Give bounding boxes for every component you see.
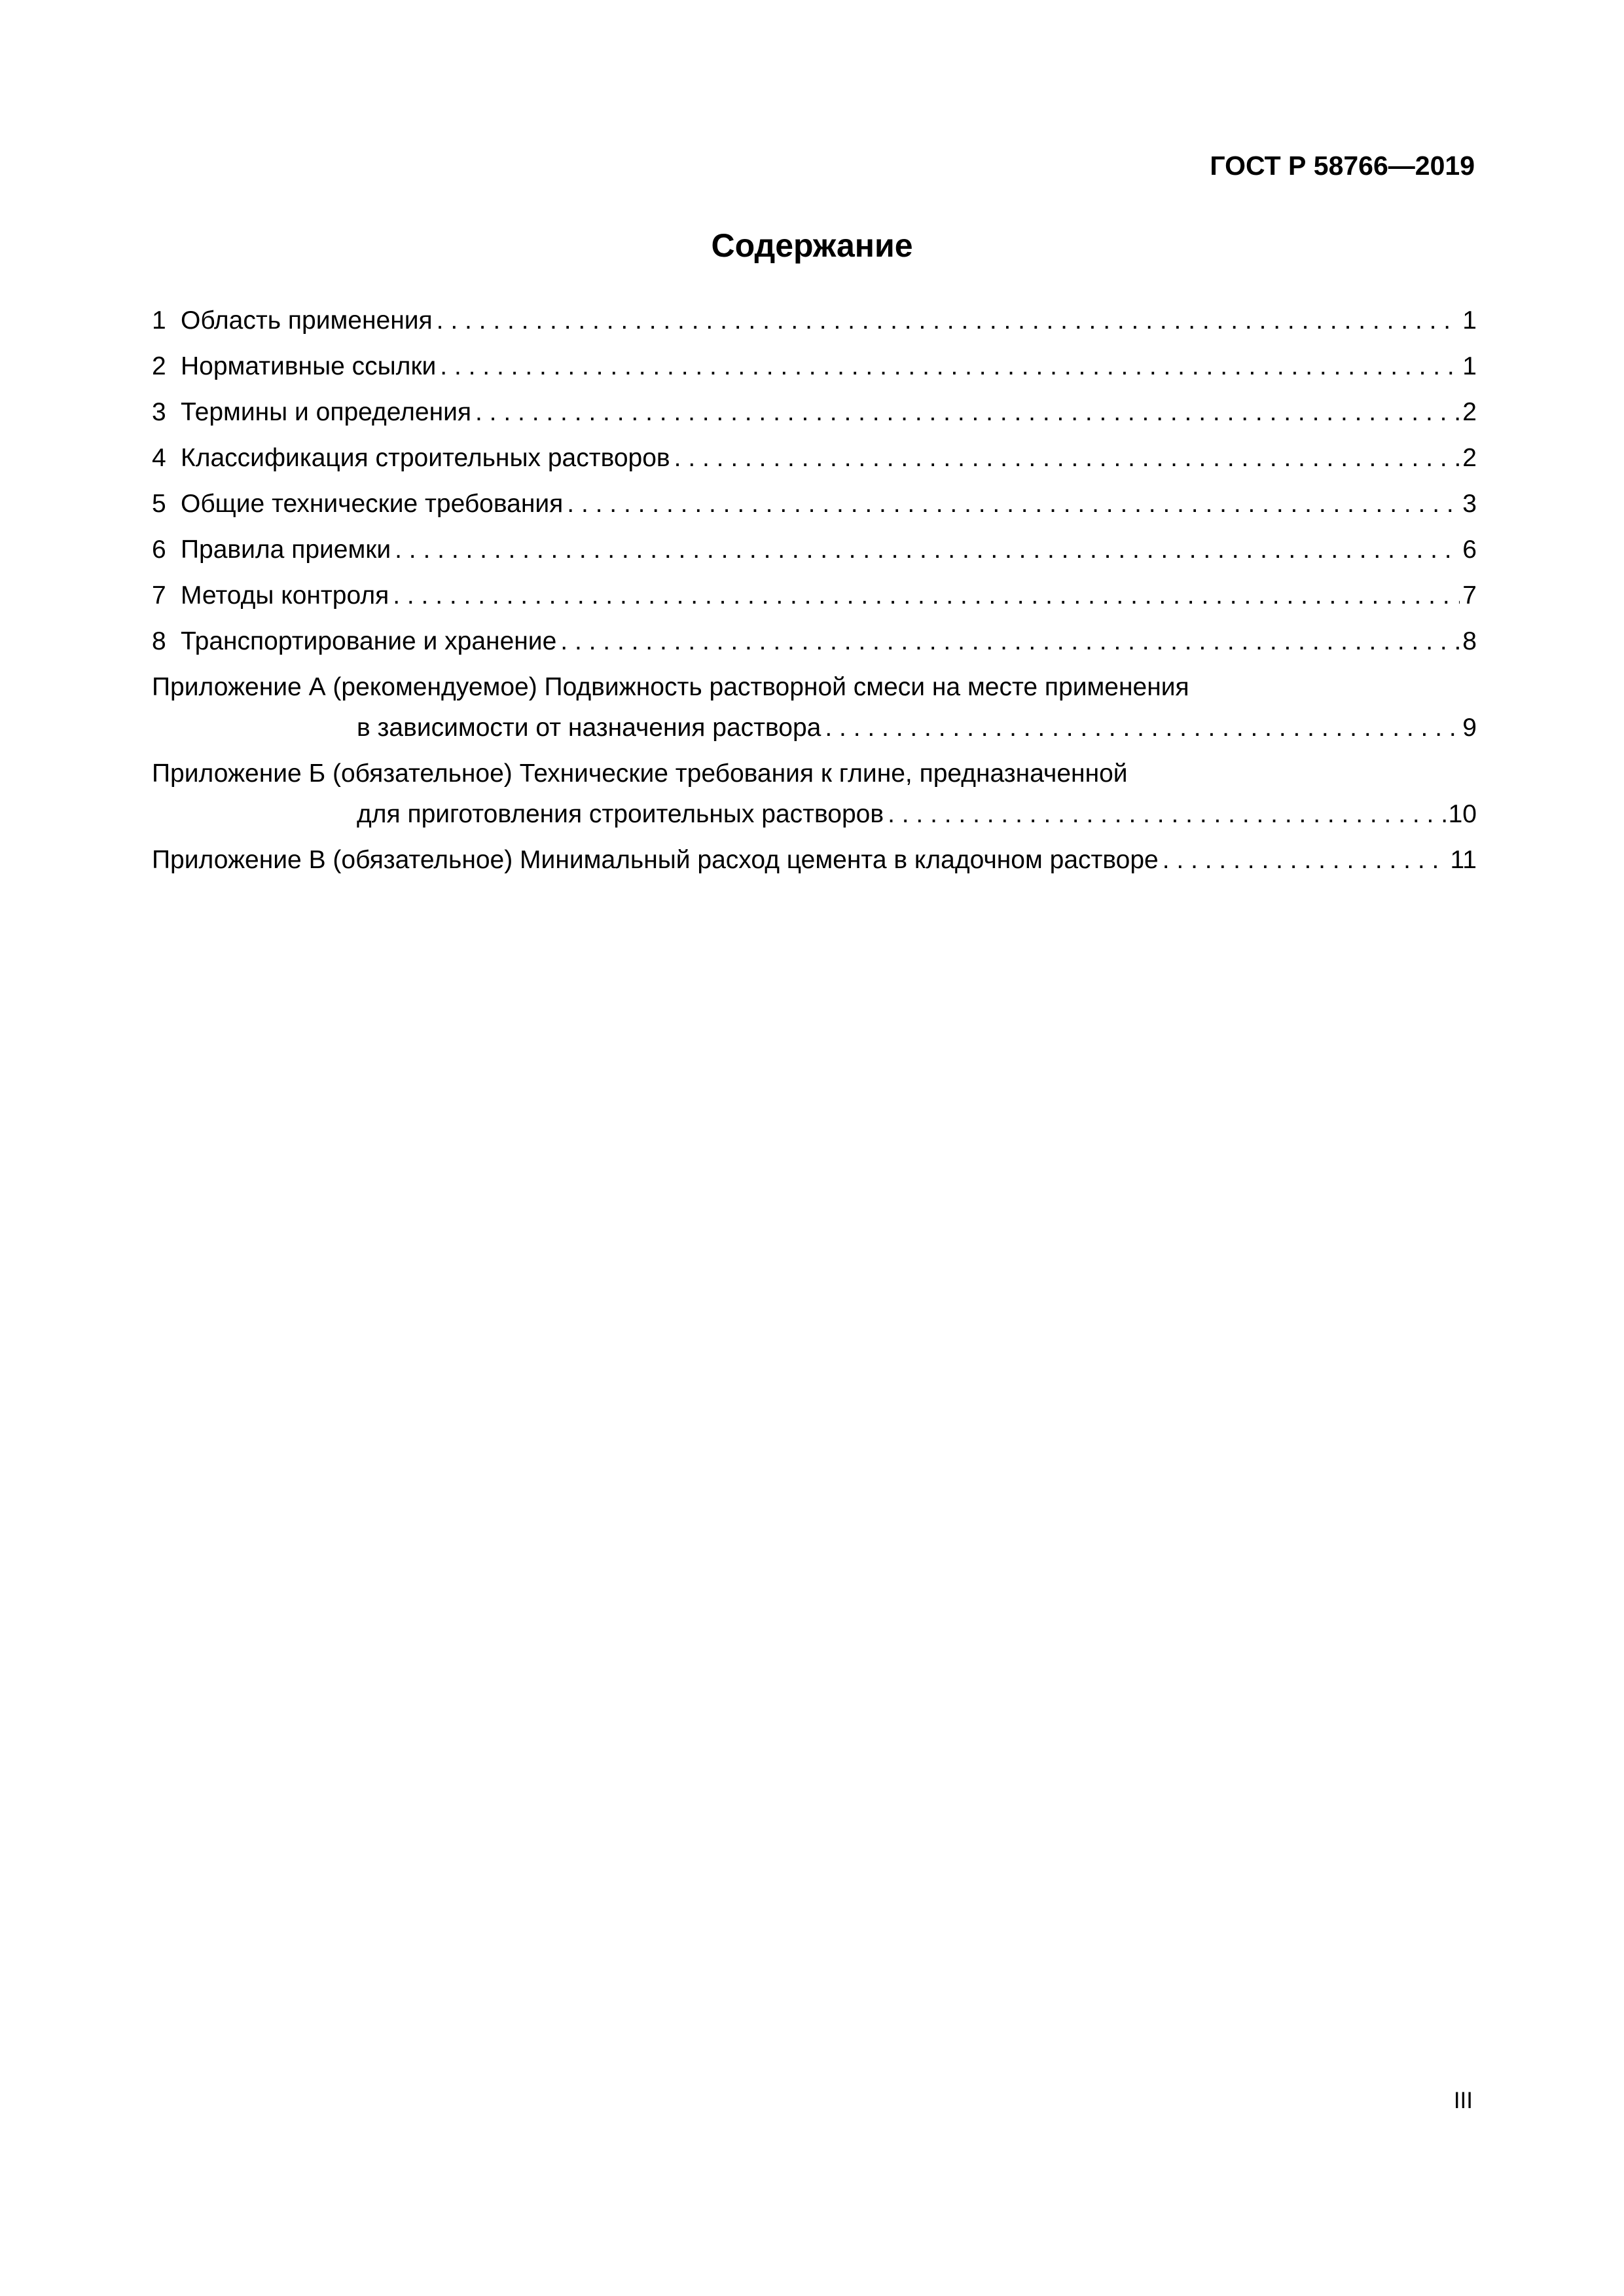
toc-annex-label: Приложение А (рекомендуемое) Подвижность растворной смеси на месте применения (152, 673, 1189, 701)
toc-entry-number: 1 (152, 306, 166, 335)
toc-entry-8[interactable] (152, 625, 1477, 658)
toc-annex-label: Приложение Б (обязательное) Технические требования к глине, предназначенной (152, 759, 1128, 788)
toc-entry-2[interactable] (152, 350, 1477, 383)
toc-entry-label: Нормативные ссылки (181, 352, 437, 380)
dot-leader (475, 396, 1460, 429)
toc-entry-7[interactable] (152, 579, 1477, 612)
toc-entry-number: 3 (152, 398, 166, 426)
dot-leader (888, 798, 1446, 831)
toc-annex-b-line2[interactable] (152, 798, 1477, 831)
toc-entry-label: Область применения (181, 306, 433, 335)
toc-entry-label: Правила приемки (181, 536, 391, 564)
toc-annex-v[interactable] (152, 844, 1477, 877)
toc-entry-page: 7 (1462, 581, 1477, 610)
toc-annex-b-line1[interactable] (152, 757, 1477, 790)
document-code: ГОСТ Р 58766—2019 (1210, 151, 1475, 181)
dot-leader (560, 625, 1460, 658)
toc-entry-label: Транспортирование и хранение (181, 627, 557, 655)
toc-entry-number: 4 (152, 444, 166, 472)
toc-entry-label: Классификация строительных растворов (181, 444, 670, 472)
dot-leader (440, 350, 1460, 383)
dot-leader (674, 442, 1460, 475)
dot-leader (567, 488, 1460, 520)
toc-annex-a-line1[interactable] (152, 671, 1477, 704)
toc-entry-label: Общие технические требования (181, 490, 564, 518)
toc-entry-4[interactable] (152, 442, 1477, 475)
toc-entry-page: 1 (1462, 306, 1477, 335)
toc-title: Содержание (711, 227, 913, 264)
dot-leader (395, 534, 1460, 566)
toc-entry-page: 9 (1462, 714, 1477, 742)
toc-entry-number: 5 (152, 490, 166, 518)
toc-entry-5[interactable] (152, 488, 1477, 520)
dot-leader (825, 712, 1460, 744)
toc-annex-label-continued: в зависимости от назначения раствора (357, 714, 821, 742)
toc-entry-page: 10 (1448, 800, 1477, 828)
toc-entry-number: 7 (152, 581, 166, 610)
toc-entry-page: 3 (1462, 490, 1477, 518)
toc-entry-page: 2 (1462, 398, 1477, 426)
toc-entry-page: 11 (1450, 846, 1477, 874)
toc-annex-label: Приложение В (обязательное) Минимальный расход цемента в кладочном растворе (152, 846, 1159, 874)
table-of-contents (152, 304, 1477, 890)
toc-entry-page: 2 (1462, 444, 1477, 472)
page-number: III (1453, 2088, 1473, 2113)
toc-entry-number: 2 (152, 352, 166, 380)
toc-entry-label: Термины и определения (181, 398, 472, 426)
dot-leader (1163, 844, 1448, 877)
toc-entry-1[interactable] (152, 304, 1477, 337)
toc-entry-page: 8 (1462, 627, 1477, 655)
dot-leader (393, 579, 1460, 612)
toc-entry-number: 8 (152, 627, 166, 655)
toc-entry-6[interactable] (152, 534, 1477, 566)
toc-annex-a-line2[interactable] (152, 712, 1477, 744)
toc-entry-3[interactable] (152, 396, 1477, 429)
toc-entry-page: 1 (1462, 352, 1477, 380)
toc-entry-number: 6 (152, 536, 166, 564)
toc-entry-page: 6 (1462, 536, 1477, 564)
toc-entry-label: Методы контроля (181, 581, 389, 610)
dot-leader (437, 304, 1460, 337)
toc-annex-label-continued: для приготовления строительных растворов (357, 800, 884, 828)
